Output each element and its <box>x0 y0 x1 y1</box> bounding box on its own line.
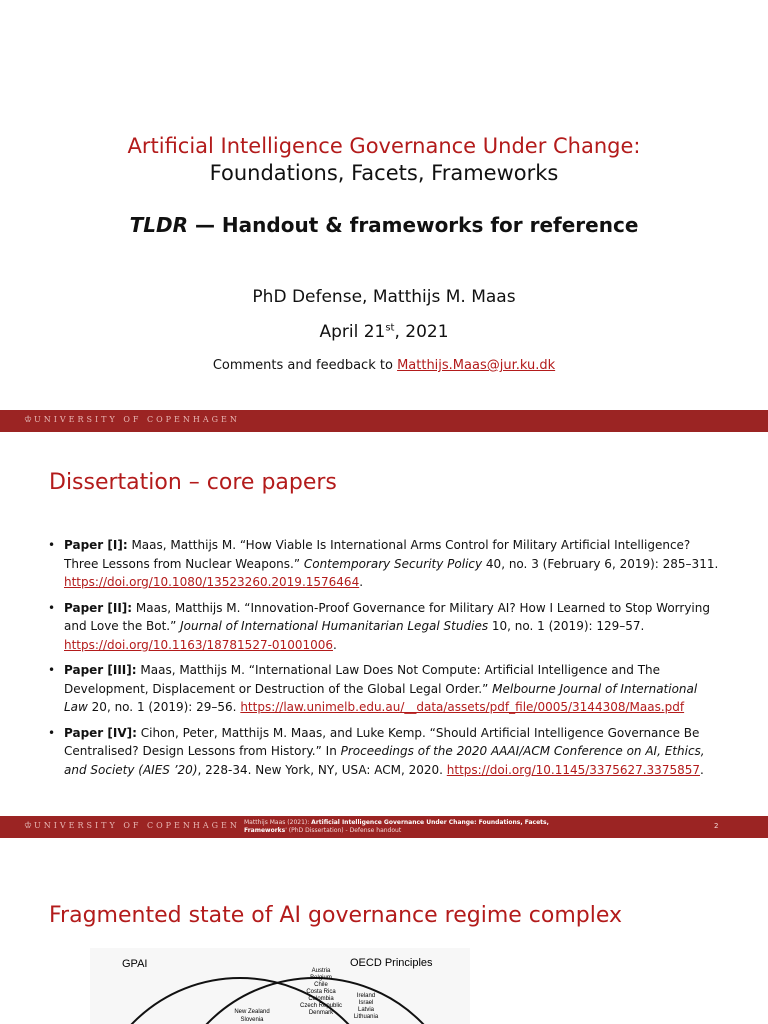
paper-journal: Contemporary Security Policy <box>303 556 483 571</box>
citation-title: Artificial Intelligence Governance Under Change: Foundations, Facets, Frameworks <box>244 819 549 834</box>
tldr-heading <box>0 213 768 237</box>
country-label: Ireland <box>356 993 376 999</box>
date-suffix: st <box>385 322 395 334</box>
paper-citation: Maas, Matthijs M. “Innovation-Proof Governance for Military AI? How I Learned to Stop Worrying and Love the Bot.” <box>64 600 710 633</box>
citation-prefix: Matthijs Maas (2021): <box>244 819 312 826</box>
paper-item <box>48 536 720 592</box>
paper-details: 40, no. 3 (February 6, 2019): 285–311. <box>482 556 719 571</box>
country-label: Czech Republic <box>299 1003 343 1009</box>
paper-end: . <box>333 637 337 652</box>
defense-line: PhD Defense, Matthijs M. Maas <box>252 287 516 307</box>
paper-details: , 228-34. New York, NY, USA: ACM, 2020. <box>197 762 447 777</box>
paper-end: . <box>359 575 364 589</box>
university-footer-bar <box>0 410 768 432</box>
tldr-text: — Handout & frameworks for reference <box>188 213 639 237</box>
paper-link[interactable]: https://law.unimelb.edu.au/__data/assets/pdf_file/0005/3144308/Maas.pdf <box>240 700 685 714</box>
paper-label: Paper [I]: <box>64 538 128 552</box>
paper-details: 20, no. 1 (2019): 29–56. <box>87 700 241 714</box>
defense-date <box>0 322 768 342</box>
handout-citation <box>244 819 564 835</box>
country-label: Chile <box>314 982 328 988</box>
crown-logo-icon: ♔ <box>24 821 33 831</box>
paper-list <box>48 536 720 786</box>
paper-item <box>48 724 720 780</box>
page-number: 2 <box>714 822 719 830</box>
paper-link[interactable]: https://doi.org/10.1145/3375627.3375857 <box>446 762 700 777</box>
country-label: Lithuania <box>353 1014 379 1020</box>
gpai-label: GPAI <box>122 958 148 970</box>
paper-label: Paper [IV]: <box>64 725 137 740</box>
paper-citation: Cihon, Peter, Matthijs M. Maas, and Luke Kemp. “Should Artificial Intelligence Governance Be Centralised? Design Lessons from History.” In <box>64 725 700 758</box>
citation-suffix: ' (PhD Dissertation) - Defense handout <box>285 827 402 834</box>
slide-title-core-papers: Dissertation – core papers <box>49 470 337 495</box>
country-label: Israel <box>358 1000 374 1006</box>
country-label: Denmark <box>308 1010 334 1016</box>
country-label: New Zealand <box>234 1009 270 1015</box>
paper-journal: Proceedings of the 2020 AAAI/ACM Conference on AI, Ethics, and Society (AIES ’20) <box>64 744 705 777</box>
contact-line <box>0 358 768 373</box>
paper-journal: Journal of International Humanitarian Legal Studies <box>180 619 489 633</box>
country-label: Latvia <box>357 1007 375 1013</box>
country-label: Austria <box>311 968 331 974</box>
venn-diagram <box>90 948 470 1024</box>
paper-details: 10, no. 1 (2019): 129–57. <box>488 619 645 633</box>
paper-link[interactable]: https://doi.org/10.1163/18781527-01001006 <box>64 637 333 652</box>
country-label: Costa Rica <box>306 989 336 995</box>
university-name: UNIVERSITY OF COPENHAGEN <box>34 821 240 830</box>
country-label: Colombia <box>308 996 334 1002</box>
oecd-label: OECD Principles <box>350 957 433 969</box>
paper-label: Paper [II]: <box>64 600 133 615</box>
slide-title-fragmented: Fragmented state of AI governance regime complex <box>49 903 623 928</box>
paper-end: . <box>700 762 704 777</box>
country-label: Belgium <box>310 975 332 981</box>
handout-title-line1: Artificial Intelligence Governance Under Change: <box>127 134 641 158</box>
contact-prefix: Comments and feedback to <box>212 358 398 373</box>
tldr-label: TLDR <box>129 213 188 237</box>
crown-logo-icon: ♔ <box>24 415 33 425</box>
handout-title-line2: Foundations, Facets, Frameworks <box>209 161 559 185</box>
date-year: , 2021 <box>394 322 449 342</box>
paper-citation: Maas, Matthijs M. “International Law Does Not Compute: Artificial Intelligence and The Development, Displacement or Destruction of the Global Legal Order.” <box>64 663 661 696</box>
university-name: UNIVERSITY OF COPENHAGEN <box>34 415 240 424</box>
paper-label: Paper [III]: <box>64 663 137 677</box>
paper-item <box>48 599 720 655</box>
paper-citation: Maas, Matthijs M. “How Viable Is International Arms Control for Military Artificial Intelligence? Three Lessons from Nuclear Weapons.” <box>64 538 691 571</box>
paper-item <box>48 661 720 717</box>
country-label: Slovenia <box>240 1017 264 1023</box>
date-main: April 21 <box>319 322 386 342</box>
contact-email-link[interactable]: Matthijs.Maas@jur.ku.dk <box>397 358 556 373</box>
paper-journal: Melbourne Journal of International Law <box>64 681 698 714</box>
paper-link[interactable]: https://doi.org/10.1080/13523260.2019.1576464 <box>64 575 360 589</box>
slide-footer-bar <box>0 816 768 838</box>
